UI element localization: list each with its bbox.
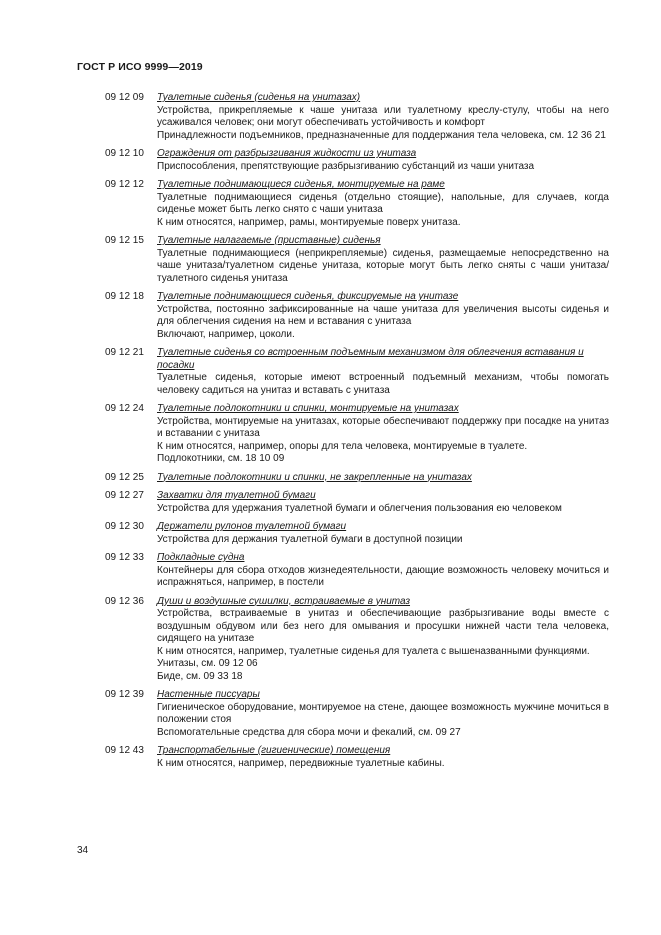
- entry-body: [157, 472, 609, 485]
- entry-title: Туалетные сиденья со встроенным подъемным механизмом для облегчения вставания и посадки: [157, 347, 584, 371]
- entry-paragraph: Устройства, постоянно зафиксированные на чаше унитаза для увеличения высоты сиденья и для облегчения сидения на нем и вставания с унитаза: [157, 303, 609, 327]
- entry-title: Туалетные подлокотники и спинки, монтируемые на унитазах: [157, 403, 459, 414]
- entry-paragraph: Включают, например, цоколи.: [157, 328, 295, 340]
- classification-entry: [0, 472, 661, 485]
- entry-code: 09 12 25: [105, 471, 144, 483]
- entry-code: 09 12 24: [105, 403, 144, 414]
- document-header: ГОСТ Р ИСО 9999—2019: [77, 61, 203, 73]
- entry-paragraph: Устройства, прикрепляемые к чаше унитаза или туалетному креслу-стулу, чтобы на него усаживался человек; они могут обеспечивать устойчивость и комфорт: [157, 104, 609, 128]
- page-number: 34: [77, 845, 89, 856]
- entry-title: Транспортабельные (гигиенические) помещения: [157, 745, 391, 756]
- classification-entry: [0, 179, 661, 229]
- entry-title: Туалетные налагаемые (приставные) сиденья: [157, 235, 381, 246]
- entry-title: Души и воздушные сушилки, встраиваемые в унитаз: [157, 595, 411, 607]
- entry-body: [157, 596, 609, 684]
- entry-title: Захватки для туалетной бумаги: [157, 490, 316, 501]
- entry-paragraph: Устройства для удержания туалетной бумаги и облегчения пользования ею человеком: [157, 502, 562, 514]
- entry-paragraph: Туалетные сиденья, которые имеют встроенный подъемный механизм, чтобы помогать человеку садиться на унитаз и вставать с унитаза: [157, 372, 609, 396]
- entry-paragraph: К ним относятся, например, передвижные туалетные кабины.: [157, 757, 445, 769]
- entry-paragraph: К ним относятся, например, рамы, монтируемые поверх унитаза.: [157, 216, 461, 228]
- classification-entry: [0, 596, 661, 684]
- classification-entry: [0, 403, 661, 466]
- entry-paragraph: Гигиеническое оборудование, монтируемое на стене, дающее возможность мужчине мочиться в положении стоя: [157, 701, 609, 725]
- entry-code: 09 12 09: [105, 92, 144, 103]
- entry-body: [157, 347, 609, 397]
- entry-paragraph: Унитазы, см. 09 12 06: [157, 658, 258, 669]
- classification-entry: [0, 347, 661, 397]
- entry-code: 09 12 27: [105, 490, 144, 501]
- entry-title: Держатели рулонов туалетной бумаги: [157, 521, 347, 532]
- entry-title: Туалетные подлокотники и спинки, не закрепленные на унитазах: [157, 471, 472, 483]
- entry-paragraph: Контейнеры для сбора отходов жизнедеятельности, дающие возможность человеку мочиться и испражняться, например, в постели: [157, 564, 609, 588]
- entry-title: Ограждения от разбрызгивания жидкости из унитаза: [157, 148, 417, 159]
- entry-list: [0, 92, 661, 776]
- classification-entry: [0, 148, 661, 173]
- classification-entry: [0, 291, 661, 341]
- entry-paragraph: Принадлежности подъемников, предназначенные для поддержания тела человека, см. 12 36 21: [157, 129, 606, 141]
- entry-body: [157, 291, 609, 341]
- entry-paragraph: К ним относятся, например, туалетные сиденья для туалета с вышеназванными функциями.: [157, 645, 590, 657]
- entry-code: 09 12 39: [105, 689, 144, 700]
- entry-title: Настенные писсуары: [157, 689, 260, 700]
- entry-paragraph: Биде, см. 09 33 18: [157, 670, 243, 682]
- entry-paragraph: Вспомогательные средства для сбора мочи и фекалий, см. 09 27: [157, 726, 461, 738]
- entry-code: 09 12 21: [105, 347, 144, 358]
- entry-code: 09 12 43: [105, 745, 144, 756]
- entry-title: Туалетные сиденья (сиденья на унитазах): [157, 92, 361, 103]
- entry-paragraph: Устройства для держания туалетной бумаги в доступной позиции: [157, 533, 463, 545]
- entry-body: [157, 179, 609, 229]
- entry-title: Туалетные поднимающиеся сиденья, монтируемые на раме: [157, 179, 445, 190]
- entry-paragraph: Приспособления, препятствующие разбрызгиванию субстанций из чаши унитаза: [157, 160, 535, 172]
- entry-title: Подкладные судна: [157, 552, 245, 563]
- classification-entry: [0, 552, 661, 590]
- entry-body: [157, 403, 609, 466]
- entry-code: 09 12 33: [105, 552, 144, 563]
- entry-code: 09 12 36: [105, 595, 144, 607]
- entry-paragraph: К ним относятся, например, опоры для тела человека, монтируемые в туалете.: [157, 440, 528, 452]
- entry-code: 09 12 30: [105, 521, 144, 532]
- entry-body: [157, 552, 609, 590]
- entry-code: 09 12 18: [105, 291, 144, 302]
- entry-paragraph: Туалетные поднимающиеся (неприкрепляемые) сиденья, размещаемые непосредственно на чаше унитаза/туалетном сиденье унитаза, которые могут быть легко сняты с чаши унитаза/туалетного сиденья унитаза: [157, 247, 609, 284]
- classification-entry: [0, 235, 661, 285]
- classification-entry: [0, 92, 661, 142]
- entry-body: [157, 148, 609, 173]
- classification-entry: [0, 745, 661, 770]
- classification-entry: [0, 490, 661, 515]
- entry-body: [157, 521, 609, 546]
- classification-entry: [0, 689, 661, 739]
- entry-code: 09 12 15: [105, 235, 144, 246]
- entry-paragraph: Устройства, монтируемые на унитазах, которые обеспечивают поддержку при посадке на унитаз и вставании с унитаза: [157, 415, 609, 439]
- entry-paragraph: Устройства, встраиваемые в унитаз и обеспечивающие разбрызгивание воды вместе с воздушным обдувом или без него для омывания и просушки нижней части тела человека, сидящего на унитазе: [157, 608, 609, 644]
- entry-paragraph: Туалетные поднимающиеся сиденья (отдельно стоящие), напольные, для случаев, когда сиденье может быть легко снято с чаши унитаза: [157, 191, 609, 215]
- entry-body: [157, 490, 609, 515]
- entry-body: [157, 235, 609, 285]
- entry-body: [157, 689, 609, 739]
- classification-entry: [0, 521, 661, 546]
- entry-body: [157, 745, 609, 770]
- entry-paragraph: Подлокотники, см. 18 10 09: [157, 453, 285, 464]
- entry-code: 09 12 10: [105, 148, 144, 159]
- entry-title: Туалетные поднимающиеся сиденья, фиксируемые на унитазе: [157, 291, 459, 302]
- entry-code: 09 12 12: [105, 179, 144, 190]
- entry-body: [157, 92, 609, 142]
